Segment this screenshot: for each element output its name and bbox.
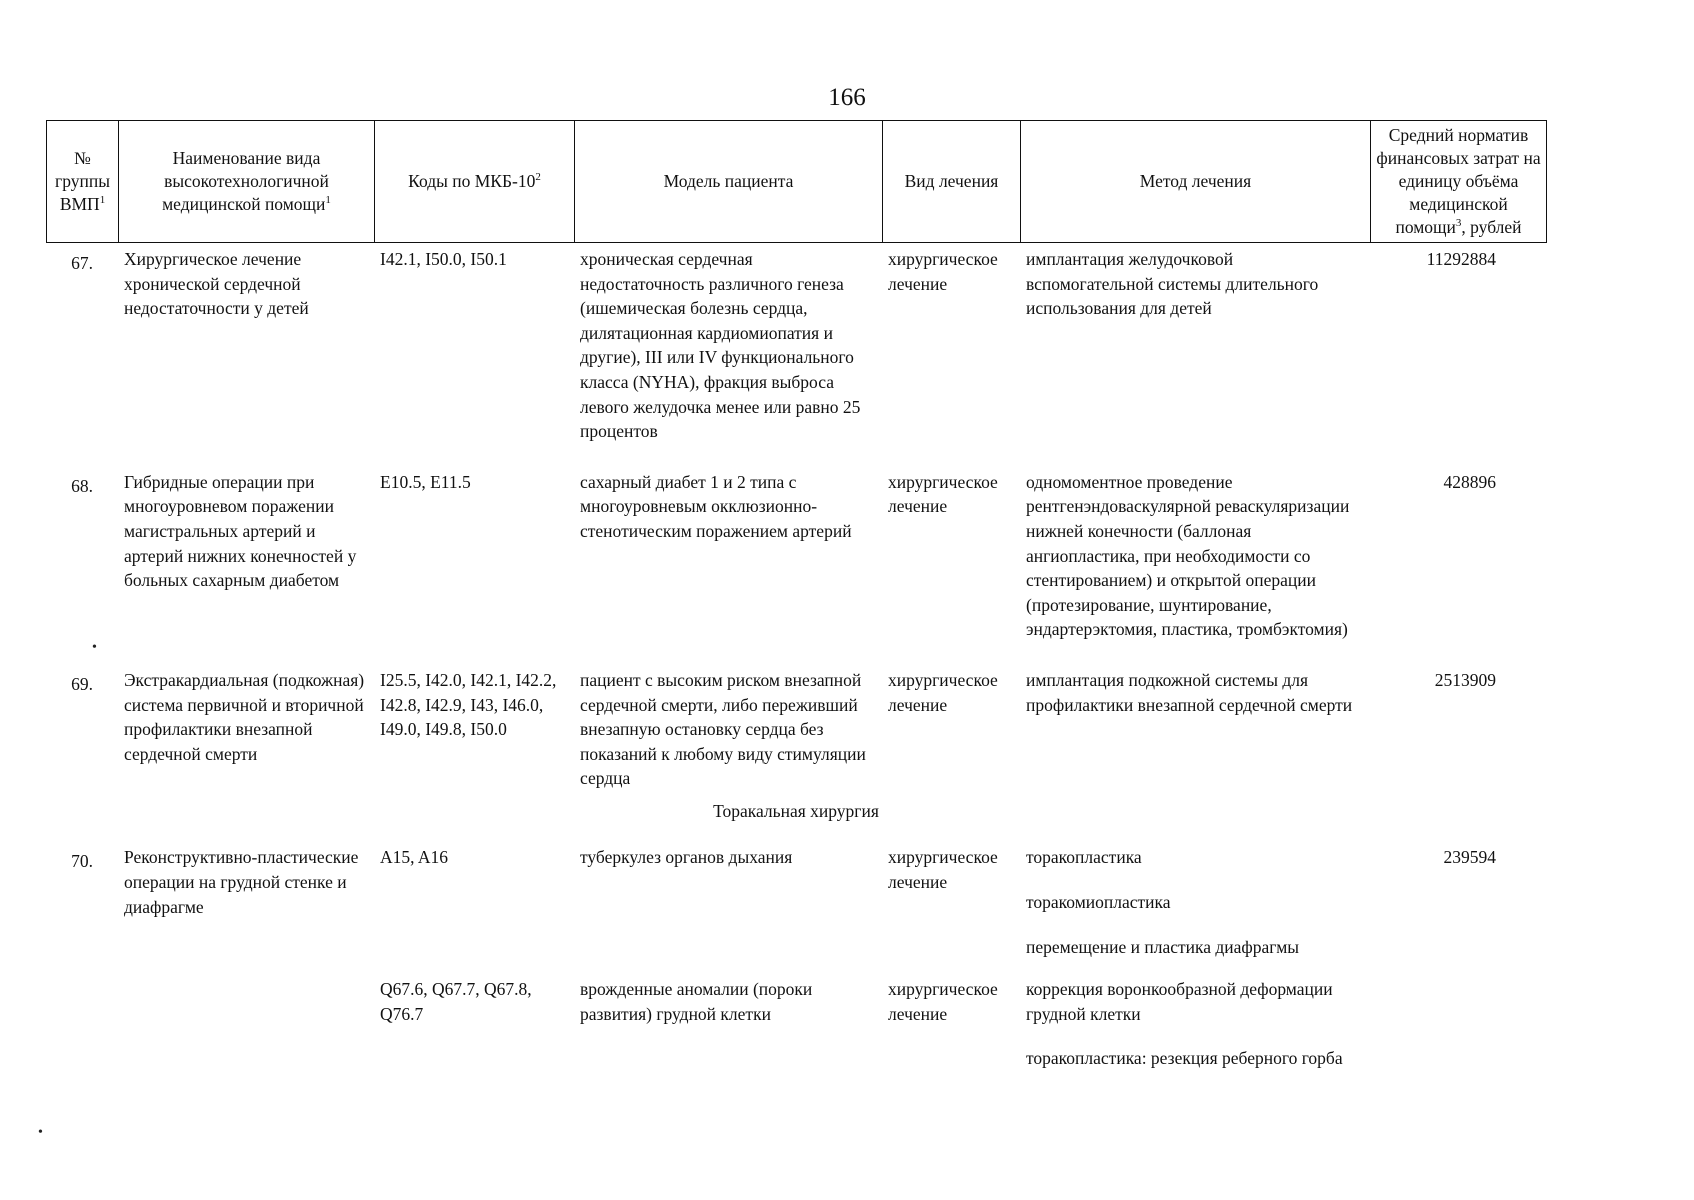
table-header <box>46 120 1547 243</box>
method-item: торакопластика <box>1026 847 1142 868</box>
row-number: 68. <box>71 475 93 496</box>
method-item: коррекция воронкообразной деформации грудной клетки <box>1026 979 1333 1024</box>
header-care-name: Наименование вида высокотехнологичной медицинской помощи$^1$ <box>119 121 375 243</box>
care-name: Реконструктивно-пластические операции на грудной стенке и диафрагме <box>124 847 359 917</box>
treatment-type: хирургическое лечение <box>888 249 998 294</box>
table-row <box>46 845 1546 959</box>
icd-codes: I42.1, I50.0, I50.1 <box>380 249 507 269</box>
patient-model: врожденные аномалии (пороки развития) грудной клетки <box>580 979 813 1024</box>
care-name: Гибридные операции при многоуровневом поражении магистральных артерий и артерий нижних конечностей у больных сахарным диабетом <box>124 471 357 591</box>
patient-model: хроническая сердечная недостаточность различного генеза (ишемическая болезнь сердца, дилятационная кардиомиопатия и другие), III или IV функционального класса (NYHA), фракция выброса левого желудочка менее или равно 25 процентов <box>580 249 861 442</box>
patient-model: туберкулез органов дыхания <box>580 847 793 868</box>
treatment-method <box>1020 845 1370 959</box>
icd-codes: E10.5, E11.5 <box>380 471 471 492</box>
header-treatment-method: Метод лечения <box>1021 121 1371 243</box>
method-item: торакомиопластика <box>1026 892 1171 913</box>
treatment-type: хирургическое лечение <box>888 847 998 893</box>
table-row <box>46 470 1546 642</box>
care-name: Экстракардиальная (подкожная) система первичной и вторичной профилактики внезапной сердечной смерти <box>124 669 365 764</box>
header-patient-model: Модель пациента <box>575 121 883 243</box>
treatment-method: имплантация желудочковой вспомогательной системы длительного использования для детей <box>1026 249 1319 319</box>
treatment-method <box>1020 959 1370 1071</box>
section-heading-row <box>46 791 1546 846</box>
treatment-type: хирургическое лечение <box>888 979 998 1024</box>
header-icd-codes: Коды по МКБ-$10^2$ <box>375 121 575 243</box>
row-number: 67. <box>71 253 93 273</box>
patient-model: сахарный диабет 1 и 2 типа с многоуровневым окклюзионно-стенотическим поражением артерий <box>580 471 852 541</box>
treatment-type: хирургическое лечение <box>888 471 998 517</box>
care-name: Хирургическое лечение хронической сердечной недостаточности у детей <box>124 249 309 319</box>
average-cost: 11292884 <box>1426 249 1496 269</box>
section-title: Торакальная хирургия <box>713 800 879 821</box>
header-average-cost: Средний норматив финансовых затрат на единицу объёма медицинской помощи$^3$, рублей <box>1371 121 1547 243</box>
icd-codes: Q67.6, Q67.7, Q67.8, Q76.7 <box>380 979 532 1024</box>
method-item: торакопластика: резекция реберного горба <box>1026 1048 1343 1069</box>
average-cost: 2513909 <box>1434 669 1496 690</box>
method-item: перемещение и пластика диафрагмы <box>1026 936 1300 957</box>
row-number: 70. <box>71 851 93 872</box>
header-treatment-type: Вид лечения <box>883 121 1021 243</box>
treatment-method: одномоментное проведение рентгенэндоваскулярной реваскуляризации нижней конечности (баллоная ангиопластика, при необходимости со стентированием) и открытой операции (протезирование, шунтирование, эндартерэктомия, пластика, тромбэктомия) <box>1026 471 1350 640</box>
page-number: 166 <box>828 84 866 111</box>
table-body <box>46 247 1546 1071</box>
average-cost: 239594 <box>1443 847 1496 868</box>
average-cost: 428896 <box>1443 471 1496 492</box>
table-row <box>46 668 1546 791</box>
row-number: 69. <box>71 673 93 694</box>
treatment-method: имплантация подкожной системы для профилактики внезапной сердечной смерти <box>1026 669 1353 715</box>
scan-speck: • <box>38 1125 43 1140</box>
table-row <box>46 247 1546 444</box>
treatment-type: хирургическое лечение <box>888 669 998 715</box>
patient-model: пациент с высоким риском внезапной сердечной смерти, либо переживший внезапную остановку сердца без показаний к любому виду стимуляции сердца <box>580 669 866 789</box>
icd-codes: I25.5, I42.0, I42.1, I42.2, I42.8, I42.9, I43, I46.0, I49.0, I49.8, I50.0 <box>380 669 557 740</box>
scan-speck: • <box>92 640 97 655</box>
icd-codes: A15, A16 <box>380 847 449 868</box>
header-group-number: № группы ВМП$^1$ <box>47 121 119 243</box>
